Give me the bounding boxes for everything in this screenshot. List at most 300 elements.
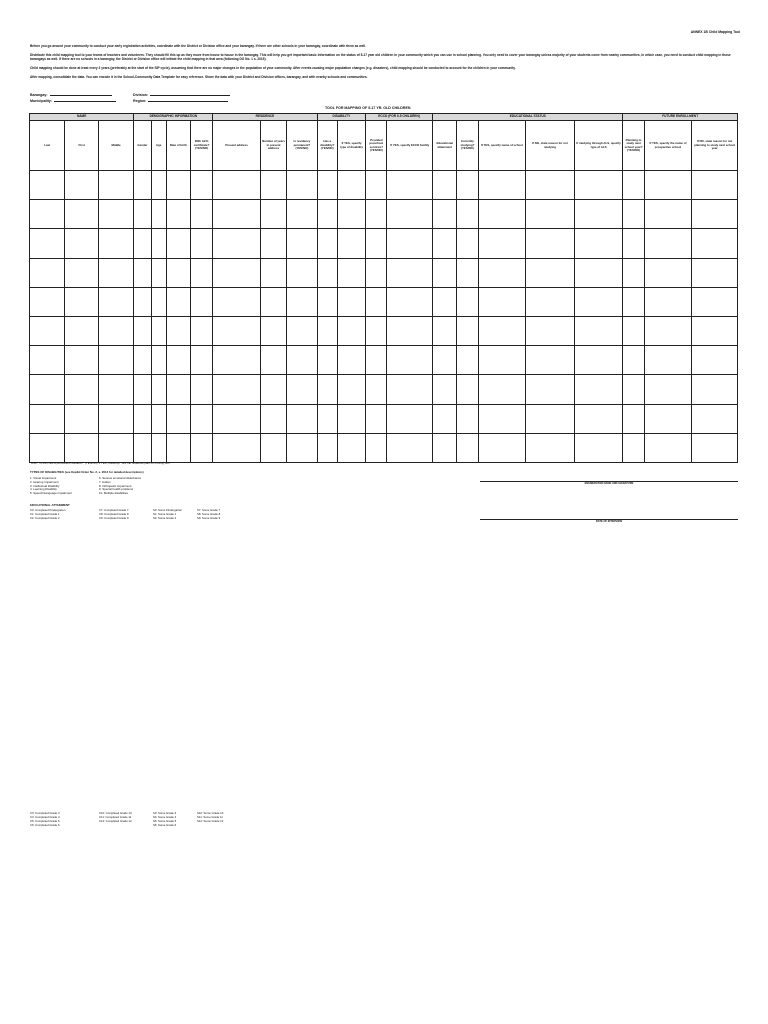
table-cell[interactable] [387, 171, 433, 200]
table-cell[interactable] [623, 287, 644, 316]
attainment-code: S3: Some Grade 3 [153, 811, 177, 815]
table-cell[interactable] [151, 229, 166, 258]
table-cell[interactable] [191, 316, 213, 345]
table-cell[interactable] [692, 258, 738, 287]
table-cell[interactable] [260, 346, 286, 375]
table-cell[interactable] [387, 200, 433, 229]
table-cell[interactable] [366, 375, 387, 404]
column-header: If YES, specify ECCD facility [387, 121, 433, 171]
table-cell[interactable] [692, 316, 738, 345]
educational-codes-b [30, 812, 257, 828]
table-cell[interactable] [644, 258, 692, 287]
table-cell[interactable] [644, 404, 692, 433]
table-cell[interactable] [574, 171, 623, 200]
educational-codes-a [30, 509, 257, 521]
table-cell[interactable] [317, 433, 337, 462]
table-cell[interactable] [191, 433, 213, 462]
table-cell[interactable] [213, 258, 261, 287]
column-header: If studying through ALS, specify type of ALS [574, 121, 623, 171]
table-cell[interactable] [191, 229, 213, 258]
table-cell[interactable] [337, 229, 365, 258]
table-cell[interactable] [317, 229, 337, 258]
table-cell[interactable] [433, 229, 457, 258]
group-header-row [30, 114, 738, 121]
table-cell[interactable] [151, 171, 166, 200]
table-cell[interactable] [337, 258, 365, 287]
table-cell[interactable] [644, 171, 692, 200]
table-cell[interactable] [166, 346, 190, 375]
table-cell[interactable] [65, 375, 98, 404]
column-header: Provided preschool services? (YES/NO) [366, 121, 387, 171]
table-cell[interactable] [457, 375, 478, 404]
table-cell[interactable] [98, 229, 133, 258]
table-cell[interactable] [213, 404, 261, 433]
table-cell[interactable] [260, 404, 286, 433]
attainment-code: C10: Completed Grade 10 [99, 811, 132, 815]
table-cell[interactable] [65, 433, 98, 462]
table-cell[interactable] [574, 200, 623, 229]
table-cell[interactable] [366, 433, 387, 462]
column-header: Present address [213, 121, 261, 171]
table-cell[interactable] [644, 433, 692, 462]
table-cell[interactable] [260, 287, 286, 316]
table-cell[interactable] [65, 258, 98, 287]
table-cell[interactable] [623, 375, 644, 404]
table-cell[interactable] [337, 346, 365, 375]
table-cell[interactable] [387, 433, 433, 462]
table-cell[interactable] [260, 171, 286, 200]
table-cell[interactable] [134, 258, 151, 287]
table-cell[interactable] [134, 229, 151, 258]
table-row [30, 258, 738, 287]
group-header: DEMOGRAPHIC INFORMATION [134, 114, 213, 121]
table-cell[interactable] [134, 375, 151, 404]
table-cell[interactable] [317, 258, 337, 287]
table-cell[interactable] [366, 229, 387, 258]
table-cell[interactable] [526, 229, 575, 258]
table-cell[interactable] [65, 316, 98, 345]
column-header-row [30, 121, 738, 171]
table-cell[interactable] [134, 433, 151, 462]
table-cell[interactable] [317, 287, 337, 316]
table-cell[interactable] [30, 287, 65, 316]
table-cell[interactable] [433, 346, 457, 375]
table-cell[interactable] [433, 171, 457, 200]
table-cell[interactable] [526, 433, 575, 462]
table-cell[interactable] [317, 375, 337, 404]
enumerator-signature-label: ENUMERATOR NAME AND SIGNATURE [584, 482, 634, 485]
table-cell[interactable] [65, 404, 98, 433]
attainment-code [99, 824, 153, 828]
table-cell[interactable] [213, 229, 261, 258]
permanent-footnote: *ASK: "Is the child a permanent resident?" (YES/NO) If YES, follow-up "Are the residents plan on moving out?" [30, 461, 172, 465]
table-cell[interactable] [457, 229, 478, 258]
table-cell[interactable] [574, 229, 623, 258]
table-cell[interactable] [478, 229, 526, 258]
column-header: If YES, specify the name of prospective school [644, 121, 692, 171]
table-cell[interactable] [337, 287, 365, 316]
table-cell[interactable] [433, 404, 457, 433]
column-header: If NO, state reason for not studying [526, 121, 575, 171]
table-cell[interactable] [478, 433, 526, 462]
table-cell[interactable] [692, 229, 738, 258]
division-field[interactable] [133, 92, 230, 97]
table-cell[interactable] [191, 404, 213, 433]
table-cell[interactable] [337, 433, 365, 462]
table-cell[interactable] [526, 258, 575, 287]
table-cell[interactable] [98, 171, 133, 200]
table-cell[interactable] [98, 200, 133, 229]
table-cell[interactable] [166, 433, 190, 462]
table-cell[interactable] [317, 316, 337, 345]
attainment-code: C1: Completed Grade 1 [30, 511, 60, 516]
table-cell[interactable] [260, 229, 286, 258]
table-cell[interactable] [644, 287, 692, 316]
table-cell[interactable] [213, 433, 261, 462]
table-cell[interactable] [366, 346, 387, 375]
table-cell[interactable] [692, 375, 738, 404]
region-label: Region: [133, 99, 147, 103]
table-cell[interactable] [574, 258, 623, 287]
attainment-code: S5: Some Grade 5 [153, 818, 177, 823]
column-header: Planning to study next school year? (YES/NO) [623, 121, 644, 171]
instruction-consolidate: After mapping, consolidate the data. You can encode it in the School-Community Data Template for easy reference. Share the data with your District and Division offices, barangay, and with nearby schools and communities. [30, 75, 368, 79]
column-header: Date of birth [166, 121, 190, 171]
table-cell[interactable] [433, 287, 457, 316]
disability-item: 7. Autism [99, 479, 111, 484]
table-cell[interactable] [134, 346, 151, 375]
table-cell[interactable] [98, 375, 133, 404]
table-row [30, 287, 738, 316]
table-cell[interactable] [65, 229, 98, 258]
table-cell[interactable] [574, 404, 623, 433]
table-cell[interactable] [692, 433, 738, 462]
division-label: Division: [133, 93, 149, 97]
table-cell[interactable] [692, 346, 738, 375]
table-cell[interactable] [134, 200, 151, 229]
column-header: Is residency permanent? (YES/NO) [287, 121, 317, 171]
table-cell[interactable] [98, 258, 133, 287]
table-cell[interactable] [98, 346, 133, 375]
table-cell[interactable] [287, 433, 317, 462]
table-cell[interactable] [526, 316, 575, 345]
instruction-distribute: Distribute this child mapping tool to your teams of teachers and volunteers. They should fill this up as they move from house to house in the barangay. This will help you get important basic information on the status of 5-17 year old children in your community which you can use in school planning. You only need to cover your barangay unless majority of your students come from nearby communities, in which case, you need to conduct child mapping in those barangays as well. If there are no schools in a barangay, the District or Division office will initiate the child mapping in that area (following DO No. 1 s. 2015). [30, 53, 731, 62]
table-cell[interactable] [337, 375, 365, 404]
attainment-code: S4: Some Grade 4 [153, 814, 177, 819]
column-header: Educational attainment [433, 121, 457, 171]
table-cell[interactable] [623, 229, 644, 258]
table-cell[interactable] [287, 200, 317, 229]
table-cell[interactable] [213, 200, 261, 229]
table-cell[interactable] [387, 229, 433, 258]
table-cell[interactable] [623, 200, 644, 229]
division-blank[interactable] [150, 92, 230, 96]
disability-item: 3. Intellectual Disability [30, 483, 60, 488]
attainment-code: C0: Completed Kindergarten [30, 508, 66, 512]
table-cell[interactable] [151, 258, 166, 287]
table-cell[interactable] [337, 171, 365, 200]
table-cell[interactable] [30, 316, 65, 345]
disability-list-left [30, 477, 72, 496]
disability-list-right [99, 477, 141, 496]
table-cell[interactable] [526, 375, 575, 404]
table-cell[interactable] [151, 200, 166, 229]
table-cell[interactable] [387, 316, 433, 345]
table-cell[interactable] [478, 346, 526, 375]
table-cell[interactable] [387, 258, 433, 287]
group-header: EDUCATIONAL STATUS [433, 114, 623, 121]
table-cell[interactable] [98, 404, 133, 433]
table-cell[interactable] [478, 200, 526, 229]
table-cell[interactable] [151, 346, 166, 375]
table-cell[interactable] [623, 433, 644, 462]
attainment-code: C11: Completed Grade 11 [99, 814, 132, 819]
table-cell[interactable] [317, 171, 337, 200]
table-cell[interactable] [98, 316, 133, 345]
barangay-field[interactable] [30, 92, 112, 97]
table-cell[interactable] [98, 433, 133, 462]
table-cell[interactable] [213, 346, 261, 375]
table-cell[interactable] [166, 258, 190, 287]
attainment-code: S11: Some Grade 11 [197, 814, 223, 819]
table-cell[interactable] [387, 287, 433, 316]
table-cell[interactable] [260, 316, 286, 345]
table-cell[interactable] [213, 171, 261, 200]
table-cell[interactable] [457, 200, 478, 229]
table-cell[interactable] [134, 171, 151, 200]
table-cell[interactable] [433, 433, 457, 462]
table-cell[interactable] [478, 287, 526, 316]
table-cell[interactable] [151, 287, 166, 316]
table-cell[interactable] [317, 404, 337, 433]
table-cell[interactable] [692, 404, 738, 433]
table-cell[interactable] [30, 229, 65, 258]
table-cell[interactable] [151, 433, 166, 462]
table-cell[interactable] [366, 287, 387, 316]
column-header: If NO, state reason for not planning to study next school year [692, 121, 738, 171]
table-cell[interactable] [387, 375, 433, 404]
table-cell[interactable] [433, 375, 457, 404]
table-cell[interactable] [478, 404, 526, 433]
table-cell[interactable] [191, 287, 213, 316]
disability-item: 4. Learning Disability [30, 487, 57, 492]
attainment-code: S7: Some Grade 7 [197, 508, 221, 512]
table-cell[interactable] [478, 171, 526, 200]
table-cell[interactable] [433, 316, 457, 345]
table-cell[interactable] [287, 287, 317, 316]
table-cell[interactable] [191, 346, 213, 375]
table-cell[interactable] [65, 171, 98, 200]
table-cell[interactable] [366, 316, 387, 345]
group-header: FUTURE ENROLLMENT [623, 114, 738, 121]
table-cell[interactable] [692, 287, 738, 316]
instruction-frequency: Child mapping should be done at least every 3 years (preferably at the start of the SIP cycle), assuming that there are no major changes in the population of your community. After events causing major population changes (e.g. disasters), child mapping should be conducted to account for the children in your community. [30, 66, 516, 70]
table-cell[interactable] [134, 287, 151, 316]
table-cell[interactable] [457, 346, 478, 375]
column-header: Middle [98, 121, 133, 171]
attainment-code: S0: Some Kindergarten [153, 508, 183, 512]
table-cell[interactable] [30, 375, 65, 404]
table-cell[interactable] [337, 404, 365, 433]
table-cell[interactable] [166, 171, 190, 200]
table-cell[interactable] [191, 200, 213, 229]
table-cell[interactable] [574, 316, 623, 345]
table-cell[interactable] [366, 171, 387, 200]
table-cell[interactable] [151, 404, 166, 433]
table-cell[interactable] [433, 258, 457, 287]
table-cell[interactable] [65, 200, 98, 229]
table-cell[interactable] [191, 171, 213, 200]
table-cell[interactable] [574, 433, 623, 462]
table-cell[interactable] [166, 375, 190, 404]
table-row [30, 229, 738, 258]
table-cell[interactable] [387, 404, 433, 433]
table-cell[interactable] [337, 316, 365, 345]
table-cell[interactable] [644, 316, 692, 345]
table-cell[interactable] [526, 404, 575, 433]
table-cell[interactable] [191, 258, 213, 287]
table-cell[interactable] [387, 346, 433, 375]
table-row [30, 316, 738, 345]
municipality-field[interactable] [30, 98, 116, 103]
column-header: Age [151, 121, 166, 171]
table-cell[interactable] [623, 171, 644, 200]
table-cell[interactable] [457, 433, 478, 462]
table-cell[interactable] [644, 229, 692, 258]
table-cell[interactable] [287, 404, 317, 433]
table-cell[interactable] [457, 258, 478, 287]
table-cell[interactable] [287, 229, 317, 258]
table-cell[interactable] [574, 346, 623, 375]
table-cell[interactable] [526, 200, 575, 229]
municipality-blank[interactable] [54, 98, 116, 102]
table-cell[interactable] [526, 287, 575, 316]
table-cell[interactable] [457, 287, 478, 316]
table-cell[interactable] [166, 229, 190, 258]
table-cell[interactable] [526, 171, 575, 200]
column-header: If YES, specify type of disability [337, 121, 365, 171]
attainment-code: C8: Completed Grade 8 [99, 511, 129, 516]
table-row [30, 200, 738, 229]
table-cell[interactable] [623, 346, 644, 375]
attainment-code: C9: Completed Grade 9 [99, 515, 129, 520]
instruction-coordinate: Before you go around your community to conduct your early registration activities, coordinate with the District or Division office and your barangay. If there are other schools in your barangay, coordinate with them as well. [30, 44, 367, 48]
table-cell[interactable] [30, 258, 65, 287]
column-header: Currently studying? (YES/NO) [457, 121, 478, 171]
column-header: Number of years in present address [260, 121, 286, 171]
table-cell[interactable] [623, 258, 644, 287]
table-cell[interactable] [166, 287, 190, 316]
column-header: Has a disability? (YES/NO) [317, 121, 337, 171]
table-cell[interactable] [260, 258, 286, 287]
table-cell[interactable] [692, 171, 738, 200]
attainment-code: C7: Completed Grade 7 [99, 508, 129, 512]
region-blank[interactable] [148, 98, 228, 102]
disability-item: 8. Orthopedic impairment [99, 483, 132, 488]
table-cell[interactable] [30, 404, 65, 433]
region-field[interactable] [133, 98, 228, 103]
table-cell[interactable] [692, 200, 738, 229]
attainment-code: S9: Some Grade 9 [197, 515, 221, 520]
table-cell[interactable] [644, 346, 692, 375]
table-cell[interactable] [317, 200, 337, 229]
table-cell[interactable] [366, 404, 387, 433]
table-cell[interactable] [478, 258, 526, 287]
table-row [30, 171, 738, 200]
table-cell[interactable] [166, 404, 190, 433]
table-cell[interactable] [134, 404, 151, 433]
column-header: If YES, specify name of school [478, 121, 526, 171]
table-cell[interactable] [526, 346, 575, 375]
table-cell[interactable] [623, 404, 644, 433]
attainment-code: C6: Completed Grade 6 [30, 822, 60, 827]
table-cell[interactable] [151, 375, 166, 404]
disability-item: 1. Visual Impairment [30, 476, 57, 480]
attainment-code: C4: Completed Grade 4 [30, 814, 60, 819]
table-cell[interactable] [151, 316, 166, 345]
table-cell[interactable] [574, 375, 623, 404]
table-cell[interactable] [433, 200, 457, 229]
table-cell[interactable] [644, 200, 692, 229]
group-header: DISABILITY [317, 114, 366, 121]
table-cell[interactable] [30, 171, 65, 200]
table-cell[interactable] [574, 287, 623, 316]
table-cell[interactable] [457, 171, 478, 200]
table-cell[interactable] [98, 287, 133, 316]
group-header: RESIDENCE [213, 114, 317, 121]
table-cell[interactable] [134, 316, 151, 345]
table-cell[interactable] [65, 287, 98, 316]
table-cell[interactable] [166, 316, 190, 345]
table-cell[interactable] [337, 200, 365, 229]
table-cell[interactable] [260, 200, 286, 229]
table-cell[interactable] [287, 375, 317, 404]
table-cell[interactable] [287, 171, 317, 200]
table-cell[interactable] [191, 375, 213, 404]
table-cell[interactable] [457, 404, 478, 433]
table-cell[interactable] [213, 287, 261, 316]
table-cell[interactable] [366, 258, 387, 287]
table-cell[interactable] [213, 375, 261, 404]
table-cell[interactable] [166, 200, 190, 229]
table-cell[interactable] [478, 375, 526, 404]
table-cell[interactable] [623, 316, 644, 345]
table-cell[interactable] [30, 433, 65, 462]
table-cell[interactable] [457, 316, 478, 345]
table-cell[interactable] [366, 200, 387, 229]
table-cell[interactable] [644, 375, 692, 404]
attainment-code: S6: Some Grade 6 [153, 822, 177, 827]
table-cell[interactable] [30, 346, 65, 375]
disability-item: 2. Hearing Impairment [30, 479, 59, 484]
table-cell[interactable] [287, 346, 317, 375]
table-cell[interactable] [30, 200, 65, 229]
table-cell[interactable] [260, 375, 286, 404]
attainment-code: C12: Completed Grade 12 [99, 818, 132, 823]
table-cell[interactable] [287, 258, 317, 287]
table-cell[interactable] [287, 316, 317, 345]
table-cell[interactable] [65, 346, 98, 375]
attainment-code: S1: Some Grade 1 [153, 511, 177, 516]
attainment-code: S12: Some Grade 12 [197, 818, 224, 823]
interview-date-label: DATE OF INTERVIEW [595, 520, 623, 523]
table-cell[interactable] [260, 433, 286, 462]
table-cell[interactable] [213, 316, 261, 345]
child-mapping-table [29, 113, 738, 463]
table-cell[interactable] [478, 316, 526, 345]
table-cell[interactable] [317, 346, 337, 375]
barangay-blank[interactable] [50, 92, 112, 96]
